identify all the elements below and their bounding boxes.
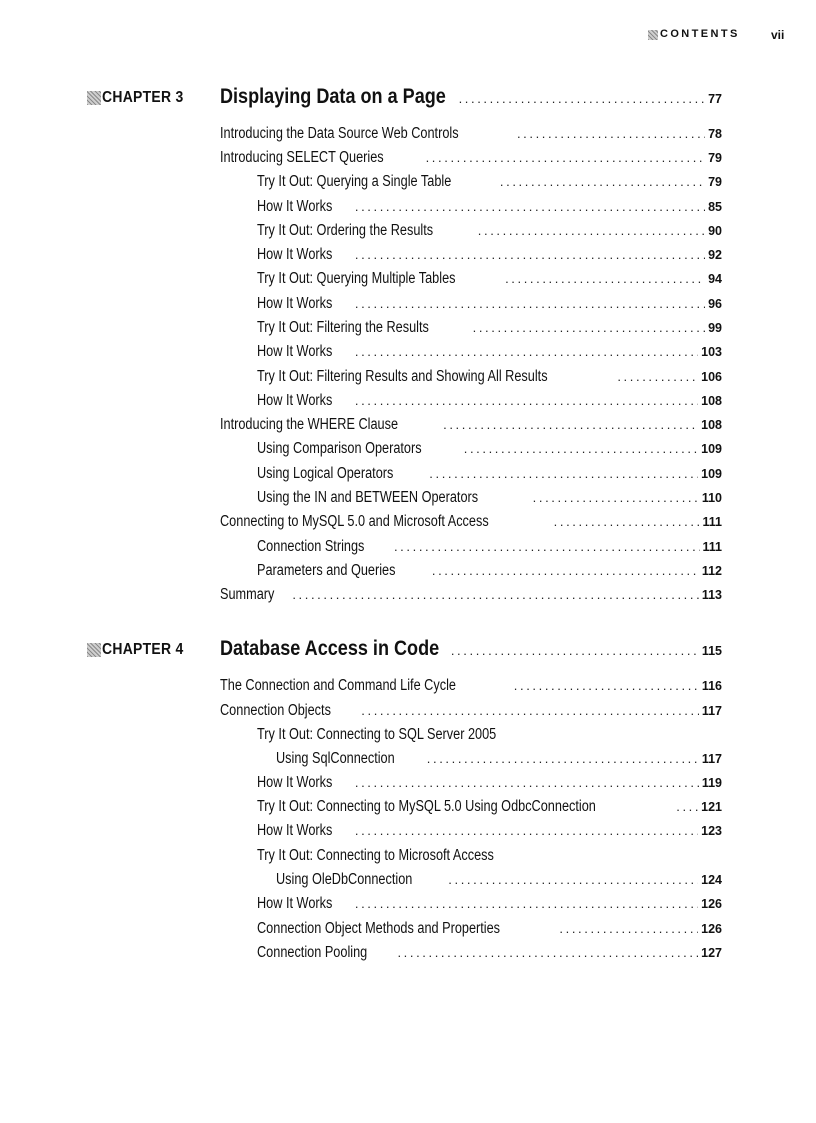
dot-leader bbox=[511, 126, 705, 141]
toc-entry-heading[interactable]: Try It Out: Connecting to SQL Server 2005 bbox=[257, 726, 497, 743]
dot-leader bbox=[349, 393, 698, 408]
chapter-ornament bbox=[87, 643, 101, 657]
toc-entry[interactable]: How It Works ..... 108 bbox=[257, 392, 722, 412]
toc-entry[interactable]: How It Works ..... 92 bbox=[257, 246, 722, 266]
dot-leader bbox=[349, 823, 698, 838]
toc-entry[interactable]: Using Comparison Operators ..... 109 bbox=[257, 440, 722, 460]
page-number: 79 bbox=[708, 151, 722, 165]
dot-leader bbox=[453, 91, 706, 106]
chapter-label: CHAPTER 4 bbox=[87, 637, 193, 663]
page-number: 79 bbox=[708, 175, 722, 189]
header-ornament bbox=[648, 30, 658, 40]
toc-entry[interactable]: Try It Out: Filtering Results and Showing All Results ..... 106 bbox=[257, 368, 722, 388]
toc-entry[interactable]: Using OleDbConnection ..... 124 bbox=[276, 871, 722, 891]
toc-entry[interactable]: Using SqlConnection ..... 117 bbox=[276, 750, 722, 770]
toc-entry[interactable]: Try It Out: Querying Multiple Tables ..... 94 bbox=[257, 270, 722, 290]
toc-entry[interactable]: Introducing SELECT Queries ..... 79 bbox=[220, 149, 722, 169]
page-number: 103 bbox=[701, 345, 722, 359]
dot-leader bbox=[349, 775, 699, 790]
dot-leader bbox=[391, 945, 698, 960]
header-page-number: vii bbox=[771, 28, 785, 42]
dot-leader bbox=[437, 417, 698, 432]
page-number: 119 bbox=[701, 776, 722, 790]
chapter-title-row[interactable] bbox=[220, 637, 722, 663]
dot-leader bbox=[458, 441, 698, 456]
page-number: 85 bbox=[708, 200, 722, 214]
toc-entry[interactable]: Connection Strings ..... 111 bbox=[257, 538, 722, 558]
toc-entry[interactable]: Try It Out: Ordering the Results ..... 90 bbox=[257, 222, 722, 242]
toc-entry[interactable]: Introducing the Data Source Web Controls ..... 78 bbox=[220, 125, 722, 145]
toc-entry[interactable]: How It Works ..... 126 bbox=[257, 895, 722, 915]
header-label: CONTENTS bbox=[660, 28, 740, 40]
page-number: 110 bbox=[701, 491, 722, 505]
page-number: 78 bbox=[708, 127, 722, 141]
dot-leader bbox=[445, 643, 699, 658]
dot-leader bbox=[349, 344, 698, 359]
dot-leader bbox=[349, 296, 705, 311]
page-number: 108 bbox=[701, 418, 722, 432]
page-number: 92 bbox=[708, 248, 722, 262]
page-number: 99 bbox=[708, 321, 722, 335]
toc-entry[interactable]: The Connection and Command Life Cycle ..... 116 bbox=[220, 677, 722, 697]
page-number: 108 bbox=[701, 394, 722, 408]
dot-leader bbox=[527, 490, 699, 505]
dot-leader bbox=[349, 896, 698, 911]
toc-entry[interactable]: Using Logical Operators ..... 109 bbox=[257, 465, 722, 485]
page-number: 117 bbox=[701, 704, 722, 718]
toc-entry[interactable]: Parameters and Queries ..... 112 bbox=[257, 562, 722, 582]
page-number: 94 bbox=[708, 272, 722, 286]
chapter-ornament bbox=[87, 91, 101, 105]
page-number: 96 bbox=[708, 297, 722, 311]
toc-entry-heading[interactable]: Try It Out: Connecting to Microsoft Access bbox=[257, 847, 494, 864]
dot-leader bbox=[553, 921, 698, 936]
chapter-title-row[interactable] bbox=[220, 85, 722, 111]
page-number: 124 bbox=[701, 873, 722, 887]
dot-leader bbox=[467, 320, 705, 335]
chapter-label: CHAPTER 3 bbox=[87, 85, 193, 111]
toc-entry[interactable]: Summary ..... 113 bbox=[220, 586, 722, 606]
toc-entry[interactable]: How It Works ..... 103 bbox=[257, 343, 722, 363]
dot-leader bbox=[426, 563, 699, 578]
dot-leader bbox=[611, 369, 698, 384]
dot-leader bbox=[548, 514, 700, 529]
toc-entry[interactable]: Connection Object Methods and Properties ..... 126 bbox=[257, 920, 722, 940]
page-number: 115 bbox=[701, 644, 722, 658]
chapter-title: Database Access in Code bbox=[220, 637, 440, 660]
toc-entry[interactable]: Try It Out: Filtering the Results ..... 99 bbox=[257, 319, 722, 339]
toc-entry[interactable]: Connection Objects ..... 117 bbox=[220, 702, 722, 722]
toc-entry[interactable]: Connection Pooling ..... 127 bbox=[257, 944, 722, 964]
dot-leader bbox=[442, 872, 698, 887]
page-number: 126 bbox=[701, 897, 722, 911]
page-number: 111 bbox=[702, 540, 722, 554]
page-number: 109 bbox=[701, 467, 722, 481]
dot-leader bbox=[349, 199, 705, 214]
dot-leader bbox=[388, 539, 700, 554]
dot-leader bbox=[286, 587, 699, 602]
dot-leader bbox=[423, 466, 698, 481]
dot-leader bbox=[494, 174, 705, 189]
page-number: 117 bbox=[701, 752, 722, 766]
page-number: 126 bbox=[701, 922, 722, 936]
dot-leader bbox=[355, 703, 699, 718]
dot-leader bbox=[670, 799, 698, 814]
toc-entry[interactable]: How It Works ..... 85 bbox=[257, 198, 722, 218]
dot-leader bbox=[349, 247, 705, 262]
dot-leader bbox=[508, 678, 699, 693]
toc-entry[interactable]: How It Works ..... 123 bbox=[257, 822, 722, 842]
page-number: 111 bbox=[702, 515, 722, 529]
toc-entry[interactable]: How It Works ..... 96 bbox=[257, 295, 722, 315]
page-number: 127 bbox=[701, 946, 722, 960]
toc-entry[interactable]: How It Works ..... 119 bbox=[257, 774, 722, 794]
page-number: 116 bbox=[701, 679, 722, 693]
dot-leader bbox=[421, 751, 699, 766]
running-header bbox=[0, 28, 816, 44]
toc-entry[interactable]: Try It Out: Querying a Single Table ..... 79 bbox=[257, 173, 722, 193]
page-number: 109 bbox=[701, 442, 722, 456]
page-number: 106 bbox=[701, 370, 722, 384]
page-number: 121 bbox=[701, 800, 722, 814]
page-number: 123 bbox=[701, 824, 722, 838]
page-number: 77 bbox=[708, 92, 722, 106]
chapter-title: Displaying Data on a Page bbox=[220, 85, 446, 108]
page-number: 112 bbox=[701, 564, 722, 578]
dot-leader bbox=[420, 150, 706, 165]
dot-leader bbox=[472, 223, 705, 238]
page-number: 113 bbox=[701, 588, 722, 602]
dot-leader bbox=[499, 271, 705, 286]
toc-entry[interactable]: Connecting to MySQL 5.0 and Microsoft Access ..... 111 bbox=[220, 513, 722, 533]
toc-entry[interactable]: Using the IN and BETWEEN Operators ..... 110 bbox=[257, 489, 722, 509]
toc-entry[interactable]: Try It Out: Connecting to MySQL 5.0 Using OdbcConnection ..... 121 bbox=[257, 798, 722, 818]
page-number: 90 bbox=[708, 224, 722, 238]
toc-entry[interactable]: Introducing the WHERE Clause ..... 108 bbox=[220, 416, 722, 436]
